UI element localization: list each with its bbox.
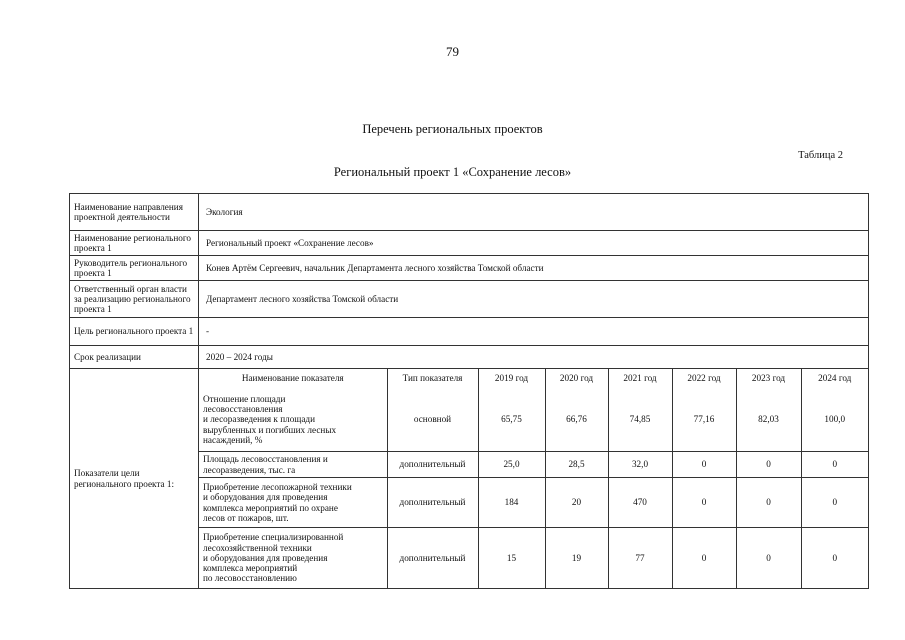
indicator-name-line: и лесоразведения к площади bbox=[203, 414, 316, 425]
indicator-value: 0 bbox=[801, 478, 868, 528]
header-year-2023: 2023 год bbox=[736, 369, 801, 388]
indicator-value: 470 bbox=[608, 478, 672, 528]
header-year-2022: 2022 год bbox=[672, 369, 736, 388]
table-row bbox=[199, 388, 868, 452]
indicator-name-line: комплекса мероприятий по охране bbox=[203, 502, 338, 513]
goal-value: - bbox=[199, 318, 869, 346]
passport-row-term bbox=[70, 346, 869, 369]
indicator-name-line: комплекса мероприятий bbox=[203, 563, 298, 574]
project-name-value: Региональный проект «Сохранение лесов» bbox=[199, 231, 869, 256]
indicator-name-line: лесовосстановления bbox=[203, 404, 283, 415]
indicator-type: дополнительный bbox=[387, 452, 478, 478]
indicator-value: 0 bbox=[736, 528, 801, 589]
header-indicator-type: Тип показателя bbox=[387, 369, 478, 388]
indicator-value: 0 bbox=[672, 452, 736, 478]
indicator-value: 0 bbox=[736, 478, 801, 528]
passport-row-authority bbox=[70, 281, 869, 318]
indicator-value: 66,76 bbox=[545, 388, 608, 452]
head-value: Конев Артём Сергеевич, начальник Департамента лесного хозяйства Томской области bbox=[199, 256, 869, 281]
table-row bbox=[199, 452, 868, 478]
authority-value: Департамент лесного хозяйства Томской области bbox=[199, 281, 869, 318]
indicator-name-line: лесоразведения, тыс. га bbox=[203, 464, 296, 475]
indicator-name-line: и оборудования для проведения bbox=[203, 552, 328, 563]
indicator-type: основной bbox=[387, 388, 478, 452]
project-passport-table bbox=[69, 193, 869, 589]
indicator-value: 65,75 bbox=[478, 388, 545, 452]
indicators-table bbox=[199, 369, 868, 588]
indicator-value: 25,0 bbox=[478, 452, 545, 478]
project-name-label: Наименование регионального проекта 1 bbox=[70, 231, 199, 256]
indicators-header-row bbox=[199, 369, 868, 388]
table-row bbox=[199, 478, 868, 528]
page-number: 79 bbox=[446, 44, 459, 59]
indicator-name-line: Приобретение лесопожарной техники bbox=[203, 481, 352, 492]
indicator-value: 77 bbox=[608, 528, 672, 589]
goal-label: Цель регионального проекта 1 bbox=[70, 318, 199, 346]
header-year-2020: 2020 год bbox=[545, 369, 608, 388]
indicator-value: 0 bbox=[672, 478, 736, 528]
indicator-name bbox=[199, 478, 387, 528]
indicator-value: 0 bbox=[801, 528, 868, 589]
indicator-name-line: по лесовосстановлению bbox=[203, 573, 297, 584]
passport-row-head bbox=[70, 256, 869, 281]
passport-row-indicators bbox=[70, 369, 869, 589]
header-year-2024: 2024 год bbox=[801, 369, 868, 388]
indicator-value: 0 bbox=[801, 452, 868, 478]
indicator-name-line: и оборудования для проведения bbox=[203, 492, 328, 503]
indicator-value: 15 bbox=[478, 528, 545, 589]
indicator-name-line: лесохозяйственной техники bbox=[203, 542, 312, 553]
authority-label: Ответственный орган власти за реализацию регионального проекта 1 bbox=[70, 281, 199, 318]
indicator-value: 77,16 bbox=[672, 388, 736, 452]
indicator-value: 74,85 bbox=[608, 388, 672, 452]
term-value: 2020 – 2024 годы bbox=[199, 346, 869, 369]
indicator-value: 19 bbox=[545, 528, 608, 589]
head-label: Руководитель регионального проекта 1 bbox=[70, 256, 199, 281]
passport-row-direction bbox=[70, 194, 869, 231]
header-indicator-name: Наименование показателя bbox=[199, 369, 387, 388]
table-label: Таблица 2 bbox=[798, 150, 843, 161]
indicator-value: 28,5 bbox=[545, 452, 608, 478]
indicator-value: 32,0 bbox=[608, 452, 672, 478]
indicator-name bbox=[199, 452, 387, 478]
indicator-name-line: Площадь лесовосстановления и bbox=[203, 454, 328, 465]
document-title: Перечень региональных проектов bbox=[362, 122, 543, 136]
indicator-value: 82,03 bbox=[736, 388, 801, 452]
project-title: Региональный проект 1 «Сохранение лесов» bbox=[333, 165, 572, 179]
indicator-type: дополнительный bbox=[387, 528, 478, 589]
indicator-value: 0 bbox=[736, 452, 801, 478]
indicator-name-line: вырубленных и погибших лесных bbox=[203, 424, 337, 435]
indicator-value: 0 bbox=[672, 528, 736, 589]
indicator-type: дополнительный bbox=[387, 478, 478, 528]
indicator-name-line: Отношение площади bbox=[203, 393, 286, 404]
header-year-2021: 2021 год bbox=[608, 369, 672, 388]
indicator-name bbox=[199, 528, 387, 589]
passport-row-goal bbox=[70, 318, 869, 346]
indicator-value: 100,0 bbox=[801, 388, 868, 452]
table-row bbox=[199, 528, 868, 589]
indicator-name bbox=[199, 388, 387, 452]
indicator-name-line: насаждений, % bbox=[203, 434, 263, 445]
header-year-2019: 2019 год bbox=[478, 369, 545, 388]
indicators-label: Показатели цели регионального проекта 1: bbox=[70, 369, 199, 589]
indicator-name-line: Приобретение специализированной bbox=[203, 532, 344, 543]
direction-value: Экология bbox=[199, 194, 869, 231]
direction-label: Наименование направления проектной деятельности bbox=[70, 194, 199, 231]
term-label: Срок реализации bbox=[70, 346, 199, 369]
indicator-name-line: лесов от пожаров, шт. bbox=[203, 512, 289, 523]
indicator-value: 184 bbox=[478, 478, 545, 528]
indicator-value: 20 bbox=[545, 478, 608, 528]
passport-row-project-name bbox=[70, 231, 869, 256]
indicators-cell bbox=[199, 369, 869, 589]
